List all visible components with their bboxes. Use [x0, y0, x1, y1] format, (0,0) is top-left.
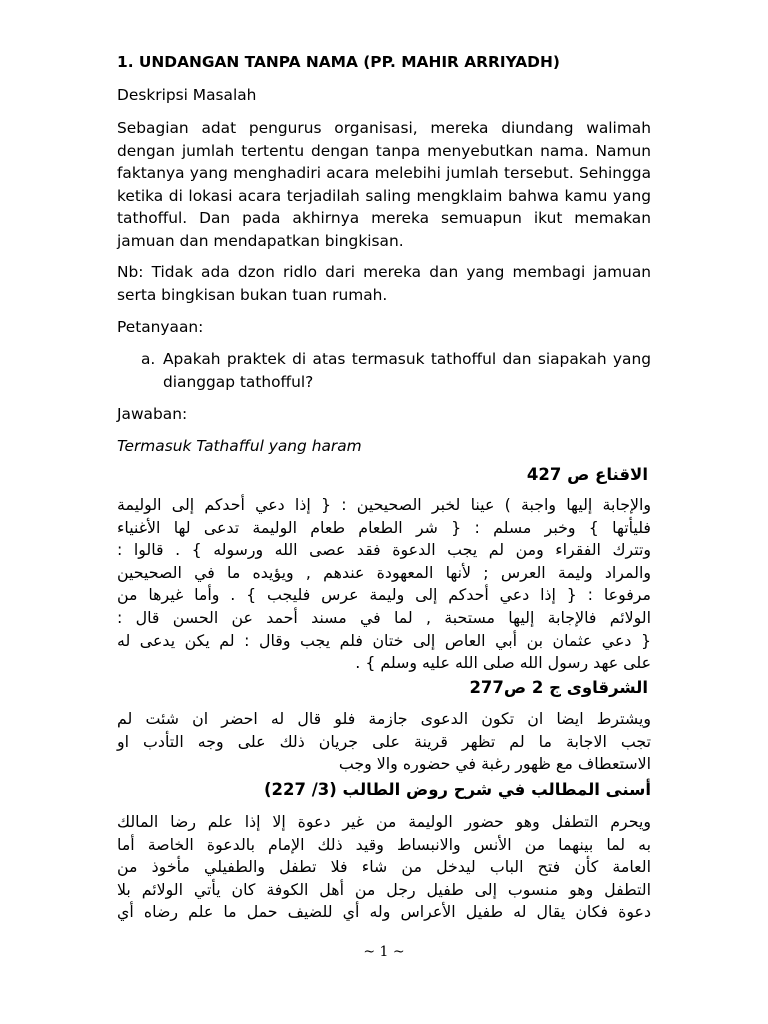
question-heading: Petanyaan:	[117, 318, 204, 336]
description-heading: Deskripsi Masalah	[117, 86, 257, 104]
ref-heading-iqna: الاقناع ص 427	[526, 465, 648, 484]
description-paragraph: Sebagian adat pengurus organisasi, mereka diundang walimah dengan jumlah tertentu dengan tanpa menyebutkan nama. Namun faktanya yang menghadiri acara melebihi jumlah tersebut. Sehingga ketika di lokasi acara terjadilah saling mengklaim bahwa kamu yang tathofful. Dan pada akhirnya mereka semuapun ikut memakan jamuan dan mendapatkan bingkisan.	[117, 119, 651, 250]
note-paragraph: Nb: Tidak ada dzon ridlo dari mereka dan yang membagi jamuan serta bingkisan bukan tuan rumah.	[117, 263, 651, 304]
question-marker: a.	[141, 350, 156, 368]
document-title: 1. UNDANGAN TANPA NAMA (PP. MAHIR ARRIYADH)	[117, 53, 560, 71]
page-number-footer: ~ 1 ~	[363, 944, 405, 960]
ref-text-iqna	[117, 494, 651, 675]
question-text: Apakah praktek di atas termasuk tathofful dan siapakah yang dianggap tathofful?	[163, 350, 651, 391]
ref-line: العامة كأن فتح الباب ليدخل من شاء فلا تطفل والطفيلي مأخوذ من	[117, 857, 651, 877]
ref-line: { دعي عثمان بن أبي العاص إلى ختان فلم يجب وقال : لم يكن يدعى له	[117, 630, 651, 650]
answer-text: Termasuk Tathafful yang haram	[117, 437, 362, 455]
ref-heading-asna-al-mathalib: أسنى المطالب في شرح روض الطالب (3/ 227)	[263, 780, 651, 799]
ref-line: الولائم فالإجابة إليها مستحبة , لما في مسند أحمد عن الحسن قال :	[117, 607, 651, 627]
ref-line: ويحرم التطفل وهو حضور الوليمة من غير دعوة إلا إذا علم رضا المالك	[117, 812, 651, 831]
ref-line: الاستعطاف مع ظهور رغبة في حضوره والا وجب	[338, 754, 651, 774]
ref-line: ويشترط ايضا ان تكون الدعوى جازمة فلو قال له احضر ان شئت لم	[117, 709, 651, 728]
ref-line: على عهد رسول الله صلى الله عليه وسلم } .	[355, 653, 651, 673]
ref-line: وتترك الفقراء ومن لم يجب الدعوة فقد عصى الله ورسوله } . قالوا :	[117, 540, 651, 560]
question-list	[117, 348, 651, 393]
ref-line: به لما بينهما من الأنس والانبساط وقيد ذلك الإمام بالدعوة الخاصة أما	[117, 834, 651, 854]
ref-line: مرفوعا : { إذا دعي أحدكم إلى وليمة عرس فليجب } . وأما غيرها من	[117, 585, 651, 605]
ref-text-asna-al-mathalib	[117, 811, 651, 924]
answer-heading: Jawaban:	[117, 405, 188, 423]
ref-text-sharqawi	[117, 708, 651, 776]
ref-line: والإجابة إليها واجبة ) عينا لخبر الصحيحين : { إذا دعي أحدكم إلى الوليمة	[117, 495, 651, 514]
ref-line: فليأتها } وخبر مسلم : { شر الطعام طعام الوليمة تدعى لها الأغنياء	[117, 517, 651, 537]
ref-heading-sharqawi: الشرقاوى ج 2 ص277	[469, 678, 648, 697]
ref-line: دعوة فكان يقال له طفيل الأعراس وله أي للضيف حمل ما علم رضاه أي	[117, 902, 651, 922]
ref-line: التطفل وهو منسوب إلى طفيل رجل من أهل الكوفة كان يأتي الولائم بلا	[117, 879, 651, 899]
ref-line: تجب الاجابة ما لم تظهر قرينة على جريان ذلك على وجه التأدب او	[117, 731, 651, 751]
question-item	[141, 348, 651, 393]
ref-line: والمراد وليمة العرس ; لأنها المعهودة عندهم , ويؤيده ما في الصحيحين	[117, 562, 651, 582]
